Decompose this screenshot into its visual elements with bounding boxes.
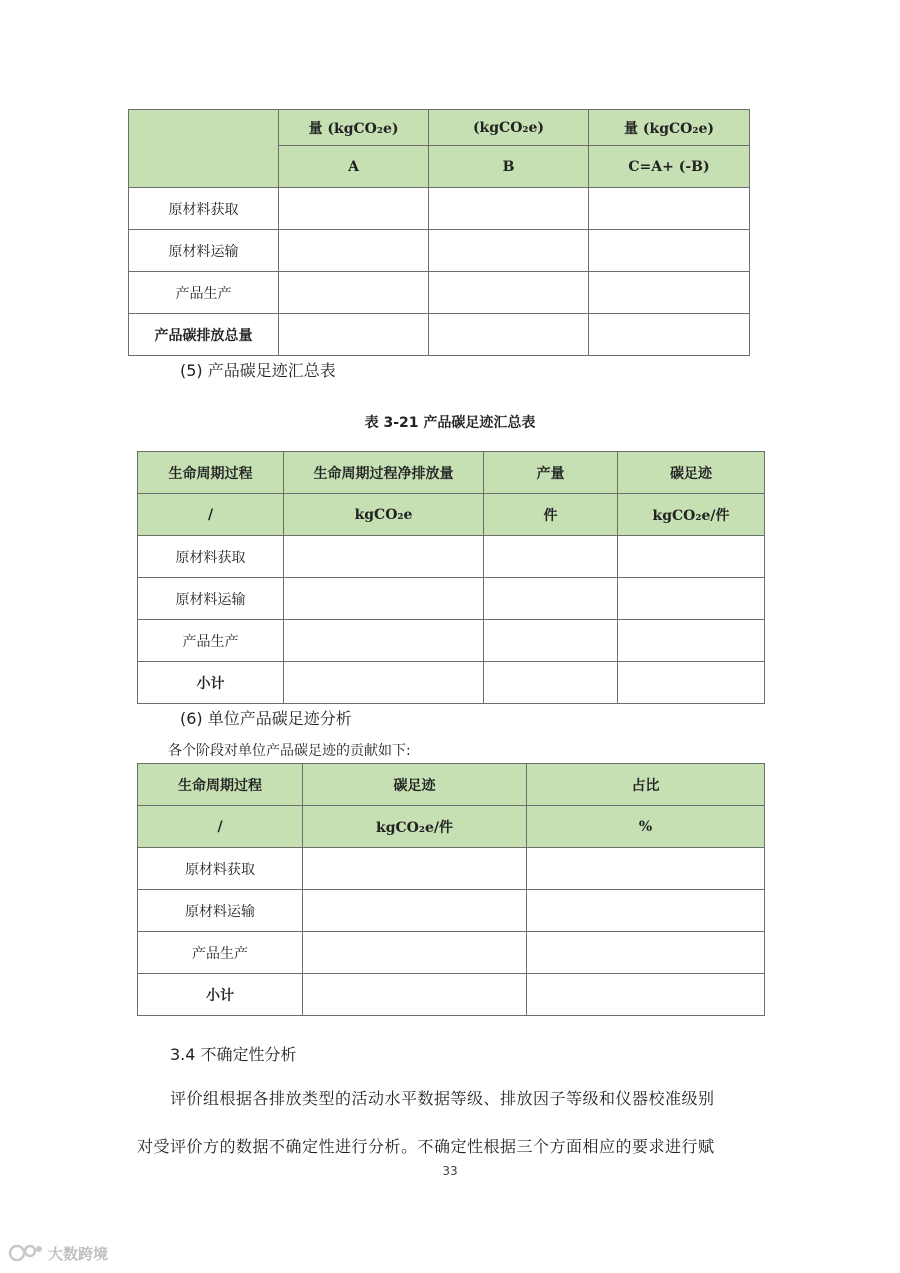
table-caption: 表 3-21 产品碳足迹汇总表 <box>364 415 536 431</box>
table-row <box>129 272 750 314</box>
table-header-cell: kgCO₂e <box>284 494 484 536</box>
table-row <box>138 974 765 1016</box>
page-number: 33 <box>442 1164 458 1178</box>
table-row <box>138 662 765 704</box>
table-row <box>129 314 750 356</box>
row-label: 原材料获取 <box>138 848 303 890</box>
watermark-text: 大数跨境 <box>48 1244 109 1263</box>
table-header-cell: 生命周期过程 <box>138 452 284 494</box>
table-header-row <box>129 110 750 146</box>
table-header-cell: A <box>279 146 429 188</box>
unit-footprint-table <box>137 763 765 1016</box>
row-label: 产品生产 <box>138 620 284 662</box>
table-row <box>138 932 765 974</box>
table-row <box>129 230 750 272</box>
table-header-cell: kgCO₂e/件 <box>618 494 765 536</box>
table-header-row <box>138 764 765 806</box>
table-header-cell: / <box>138 806 303 848</box>
table-header-cell: kgCO₂e/件 <box>303 806 527 848</box>
section-5-title: (5) 产品碳足迹汇总表 <box>180 361 336 380</box>
table-header-cell: 碳足迹 <box>303 764 527 806</box>
watermark <box>8 1242 108 1264</box>
table-header-cell: 量 (kgCO₂e) <box>279 110 429 146</box>
table-header-cell: 占比 <box>527 764 765 806</box>
section-3-4-title: 3.4 不确定性分析 <box>170 1045 297 1064</box>
row-label: 原材料获取 <box>138 536 284 578</box>
section-6-title: (6) 单位产品碳足迹分析 <box>180 709 352 728</box>
table-header-cell: / <box>138 494 284 536</box>
table-row <box>129 188 750 230</box>
table-row <box>138 848 765 890</box>
table-header-cell: % <box>527 806 765 848</box>
row-label: 原材料运输 <box>129 230 279 272</box>
table-header-cell: 量 (kgCO₂e) <box>589 110 750 146</box>
table-row <box>138 578 765 620</box>
carbon-footprint-summary-table <box>137 451 765 704</box>
paragraph-line: 评价组根据各排放类型的活动水平数据等级、排放因子等级和仪器校准级别 <box>170 1089 715 1108</box>
row-label: 原材料运输 <box>138 578 284 620</box>
section-6-intro: 各个阶段对单位产品碳足迹的贡献如下: <box>168 743 411 759</box>
paragraph-line: 对受评价方的数据不确定性进行分析。不确定性根据三个方面相应的要求进行赋 <box>137 1137 715 1156</box>
row-label: 产品生产 <box>129 272 279 314</box>
table-header-row <box>138 452 765 494</box>
watermark-logo-icon <box>8 1242 44 1264</box>
table-header-row <box>138 494 765 536</box>
table-header-cell: 产量 <box>484 452 618 494</box>
row-label: 原材料运输 <box>138 890 303 932</box>
table-header-cell: 生命周期过程 <box>138 764 303 806</box>
row-label: 产品生产 <box>138 932 303 974</box>
table-header-cell: (kgCO₂e) <box>429 110 589 146</box>
emissions-table <box>128 109 750 356</box>
row-label: 小计 <box>138 974 303 1016</box>
row-label: 小计 <box>138 662 284 704</box>
row-label: 产品碳排放总量 <box>129 314 279 356</box>
row-label: 原材料获取 <box>129 188 279 230</box>
table-header-cell: C=A+ (-B) <box>589 146 750 188</box>
table-header-cell: 碳足迹 <box>618 452 765 494</box>
table-header-cell <box>129 110 279 188</box>
table-header-cell: 生命周期过程净排放量 <box>284 452 484 494</box>
table-header-cell: B <box>429 146 589 188</box>
table-header-row <box>138 806 765 848</box>
table-row <box>138 536 765 578</box>
table-row <box>138 890 765 932</box>
table-header-cell: 件 <box>484 494 618 536</box>
table-row <box>138 620 765 662</box>
